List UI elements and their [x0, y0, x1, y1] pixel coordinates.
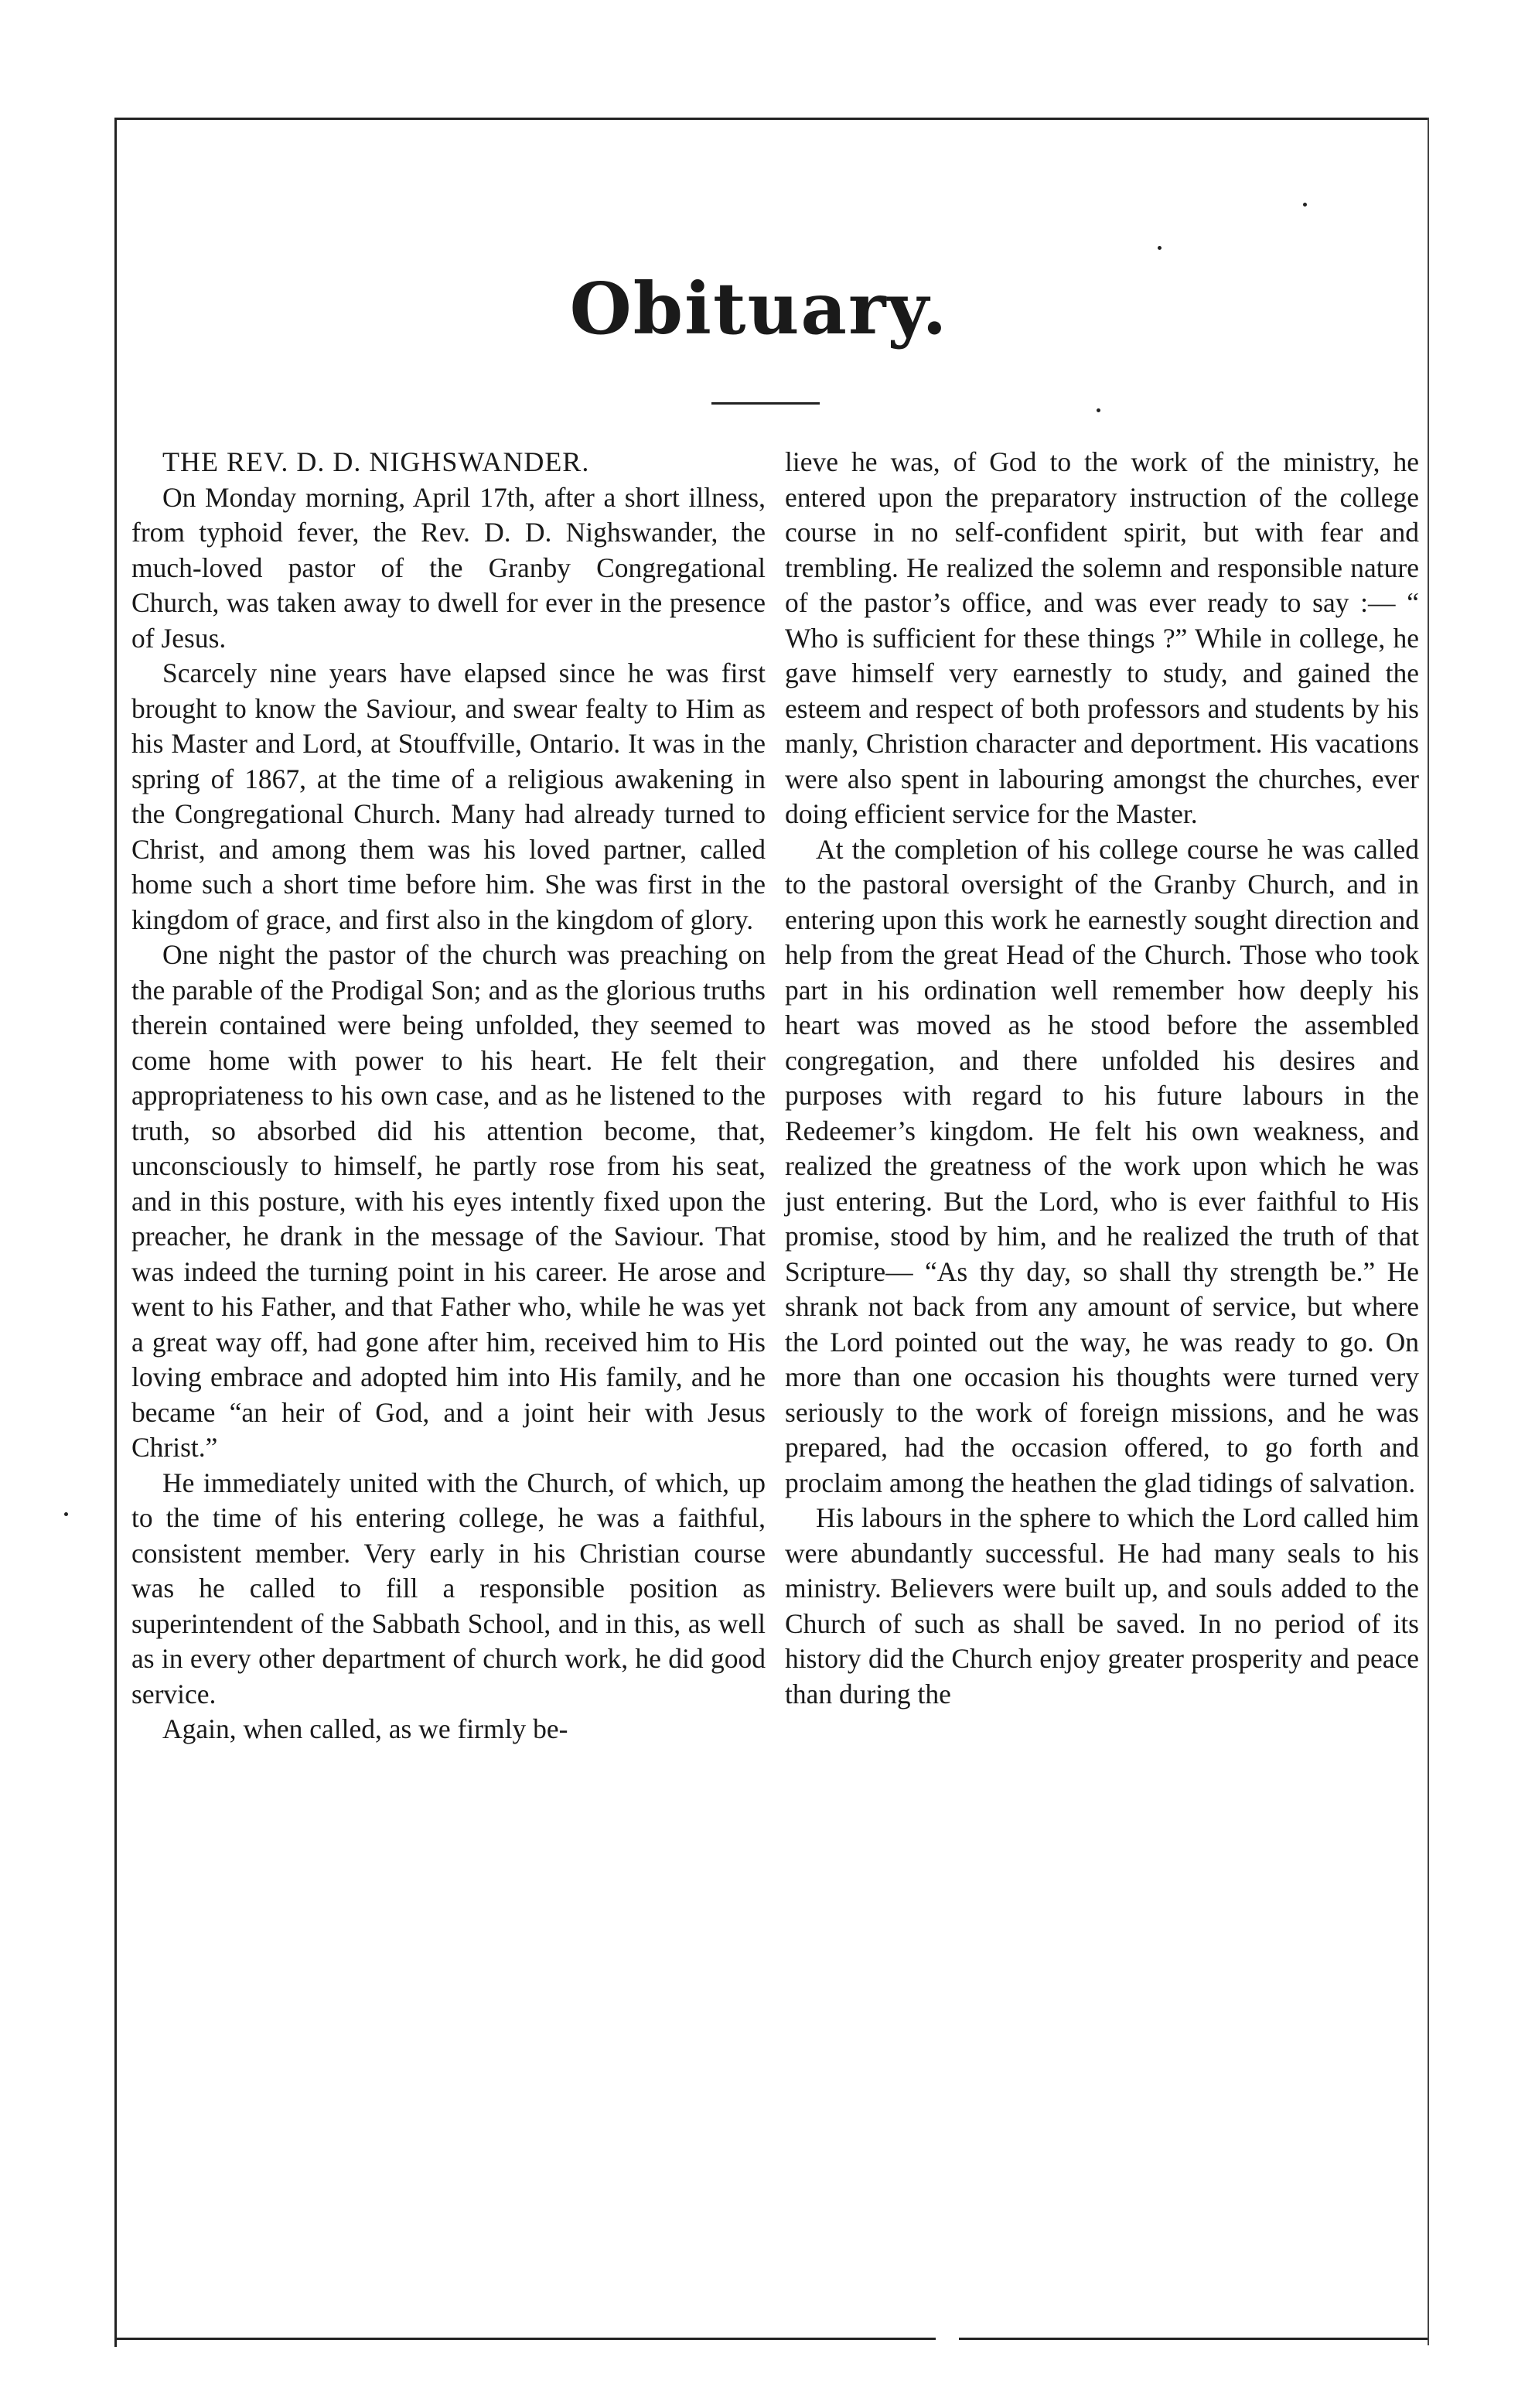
- frame-left-rule: [114, 118, 117, 2347]
- right-column: [785, 445, 1419, 1712]
- paragraph: At the completion of his college course he was called to the pastoral oversight of the Granby Church, and in entering upon this work he earnestly sought direction and help from the great Head of the Church. Those who took part in his ordination well remember how deeply his heart was moved as he stood before the assembled congregation, and there unfolded his desires and purposes with regard to his future labours in the Redeemer’s kingdom. He felt his own weakness, and realized the greatness of the work upon which he was just entering. But the Lord, who is ever faithful to His promise, stood by him, and he realized the truth of that Scripture— “As thy day, so shall thy strength be.” He shrank not back from any amount of service, but where the Lord pointed out the way, he was ready to go. On more than one occasion his thoughts were turned very seriously to the work of foreign missions, and he was prepared, had the occasion offered, to go forth and proclaim among the heathen the glad tidings of salvation.: [785, 833, 1419, 1498]
- page-title: Obituary.: [569, 267, 949, 350]
- paragraph: On Monday morning, April 17th, after a short illness, from typhoid fever, the Rev. D. D. Nighswander, the much-loved pastor of the Granby Congregational Church, was taken away to dwell for ever in the presence of Jesus.: [131, 481, 766, 654]
- title-rule: [711, 402, 820, 405]
- print-speck: [1158, 246, 1162, 250]
- frame-bottom-rule: [116, 2338, 936, 2340]
- paragraph: lieve he was, of God to the work of the ministry, he entered upon the preparatory instruction of the college course in no self-confident spirit, but with fear and trembling. He realized the solemn and responsible nature of the pastor’s office, and was ever ready to say :— “ Who is sufficient for these things ?” While in college, he gave himself very earnestly to study, and gained the esteem and respect of both professors and students by his manly, Christion character and deportment. His vacations were also spent in labouring amongst the churches, ever doing efficient service for the Master.: [785, 446, 1419, 829]
- frame-right-rule: [1428, 118, 1429, 2345]
- frame-bottom-rule: [959, 2338, 1428, 2340]
- print-speck: [1097, 408, 1100, 412]
- print-speck: [64, 1512, 68, 1516]
- paragraph: Again, when called, as we firmly be-: [162, 1713, 568, 1744]
- article-heading: THE REV. D. D. NIGHSWANDER.: [162, 446, 590, 477]
- paragraph: One night the pastor of the church was preaching on the parable of the Prodigal Son; and as the glorious truths therein contained were being unfolded, they seemed to come home with power to his heart. He felt their appropriateness to his own case, and as he listened to the truth, so absorbed did his attention become, that, unconsciously to himself, he partly rose from his seat, and in this posture, with his eyes intently fixed upon the preacher, he drank in the message of the Saviour. That was indeed the turning point in his career. He arose and went to his Father, and that Father who, while he was yet a great way off, had gone after him, received him to His loving embrace and adopted him into His family, and he became “an heir of God, and a joint heir with Jesus Christ.”: [131, 939, 766, 1463]
- frame-top-rule: [114, 118, 1429, 120]
- paragraph: Scarcely nine years have elapsed since he was first brought to know the Saviour, and swear fealty to Him as his Master and Lord, at Stouffville, Ontario. It was in the spring of 1867, at the time of a religious awakening in the Congregational Church. Many had already turned to Christ, and among them was his loved partner, called home such a short time before him. She was first in the kingdom of grace, and first also in the kingdom of glory.: [131, 658, 766, 935]
- paragraph: His labours in the sphere to which the Lord called him were abundantly successful. He had many seals to his ministry. Believers were built up, and souls added to the Church of such as shall be saved. In no period of its history did the Church enjoy greater prosperity and peace than during the: [785, 1502, 1419, 1710]
- print-speck: [1303, 203, 1307, 207]
- paragraph: He immediately united with the Church, of which, up to the time of his entering college, he was a faithful, consistent member. Very early in his Christian course was he called to fill a responsible position as superintendent of the Sabbath School, and in this, as well as in every other department of church work, he did good service.: [131, 1467, 766, 1710]
- left-column: [131, 445, 766, 1747]
